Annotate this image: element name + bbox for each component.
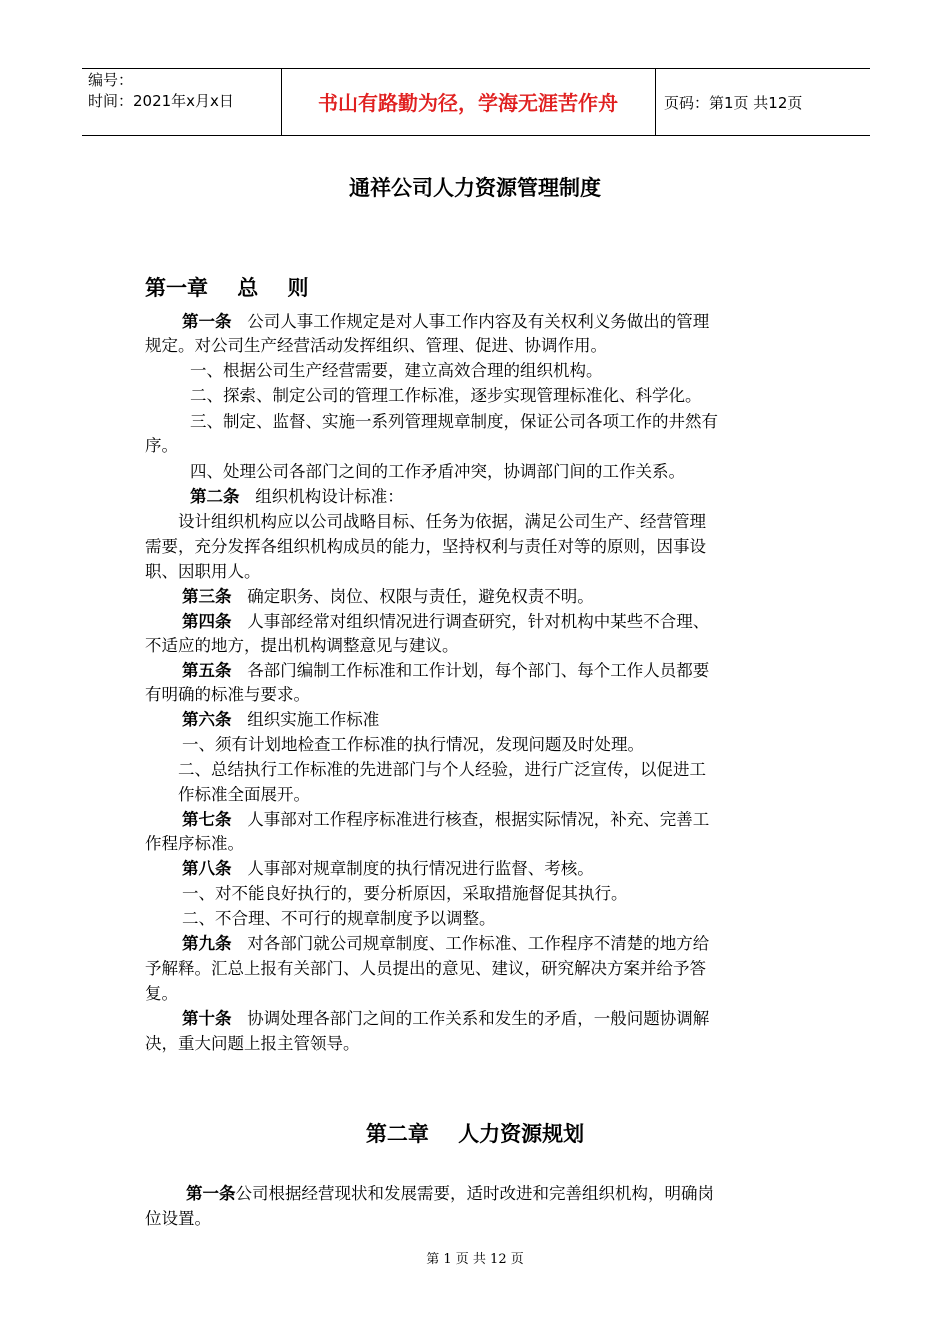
article-label: 第三条: [182, 587, 232, 606]
paragraph-line: 一、对不能良好执行的，要分析原因，采取措施督促其执行。: [182, 884, 628, 903]
article-label: 第五条: [182, 661, 232, 680]
header-meta: [88, 70, 278, 112]
paragraph-line: 设计组织机构应以公司战略目标、任务为依据，满足公司生产、经营管理: [178, 512, 706, 531]
paragraph-line: 作程序标准。: [145, 834, 244, 853]
header-divider-2: [655, 68, 656, 136]
article-label: 第四条: [182, 612, 232, 631]
article-label: 第六条: [182, 710, 232, 729]
header-number: 编号：: [88, 71, 134, 89]
page-footer: 第 1 页 共 12 页: [426, 1252, 524, 1267]
paragraph-line: 第一条公司根据经营现状和发展需要，适时改进和完善组织机构，明确岗: [186, 1184, 714, 1203]
document-title: 通祥公司人力资源管理制度: [349, 176, 601, 200]
header-top-rule: [82, 68, 870, 69]
paragraph-line: 决，重大问题上报主管领导。: [145, 1034, 360, 1053]
chapter-2-heading: 第二章 人力资源规划: [365, 1122, 585, 1146]
paragraph-line: 一、须有计划地检查工作标准的执行情况，发现问题及时处理。: [182, 735, 644, 754]
paragraph-line: 作标准全面展开。: [178, 785, 310, 804]
chapter-1-heading: 第一章 总 则: [145, 276, 309, 300]
header-page-info: 页码：第1页 共12页: [664, 94, 803, 112]
paragraph-line: 四、处理公司各部门之间的工作矛盾冲突，协调部门间的工作关系。: [190, 462, 685, 481]
article-label: 第八条: [182, 859, 232, 878]
article-label: 第二条: [190, 487, 240, 506]
paragraph-line: 序。: [145, 436, 178, 455]
article-label: 第七条: [182, 810, 232, 829]
paragraph-line: 二、总结执行工作标准的先进部门与个人经验，进行广泛宣传，以促进工: [178, 760, 706, 779]
paragraph-line: 第十条 协调处理各部门之间的工作关系和发生的矛盾，一般问题协调解: [182, 1009, 710, 1028]
header-time: 时间：2021年x月x日: [88, 92, 234, 110]
paragraph-line: 第六条 组织实施工作标准: [182, 710, 380, 729]
header-motto: 书山有路勤为径，学海无涯苦作舟: [318, 91, 618, 115]
paragraph-line: 第七条 人事部对工作程序标准进行核查，根据实际情况，补充、完善工: [182, 810, 710, 829]
article-label: 第一条: [182, 312, 232, 331]
paragraph-line: 第八条 人事部对规章制度的执行情况进行监督、考核。: [182, 859, 594, 878]
paragraph-line: 复。: [145, 984, 178, 1003]
paragraph-line: 需要，充分发挥各组织机构成员的能力，坚持权利与责任对等的原则，因事设: [145, 537, 706, 556]
article-label: 第十条: [182, 1009, 232, 1028]
paragraph-line: 第九条 对各部门就公司规章制度、工作标准、工作程序不清楚的地方给: [182, 934, 710, 953]
paragraph-line: 第三条 确定职务、岗位、权限与责任，避免权责不明。: [182, 587, 594, 606]
article-label: 第九条: [182, 934, 232, 953]
paragraph-line: 予解释。汇总上报有关部门、人员提出的意见、建议，研究解决方案并给予答: [145, 959, 706, 978]
paragraph-line: 职、因职用人。: [145, 562, 261, 581]
paragraph-line: 一、根据公司生产经营需要，建立高效合理的组织机构。: [190, 361, 603, 380]
paragraph-line: 第四条 人事部经常对组织情况进行调查研究，针对机构中某些不合理、: [182, 612, 710, 631]
header-divider-1: [281, 68, 282, 136]
article-label: 第一条: [186, 1184, 236, 1203]
paragraph-line: 第二条 组织机构设计标准：: [190, 487, 404, 506]
paragraph-line: 位设置。: [145, 1209, 211, 1228]
paragraph-line: 二、不合理、不可行的规章制度予以调整。: [182, 909, 496, 928]
paragraph-line: 第一条 公司人事工作规定是对人事工作内容及有关权利义务做出的管理: [182, 312, 710, 331]
paragraph-line: 有明确的标准与要求。: [145, 685, 310, 704]
paragraph-line: 规定。对公司生产经营活动发挥组织、管理、促进、协调作用。: [145, 336, 607, 355]
paragraph-line: 第五条 各部门编制工作标准和工作计划，每个部门、每个工作人员都要: [182, 661, 710, 680]
paragraph-line: 三、制定、监督、实施一系列管理规章制度，保证公司各项工作的井然有: [190, 412, 718, 431]
paragraph-line: 二、探索、制定公司的管理工作标准，逐步实现管理标准化、科学化。: [190, 386, 702, 405]
paragraph-line: 不适应的地方，提出机构调整意见与建议。: [145, 636, 459, 655]
header-bottom-rule: [82, 135, 870, 136]
